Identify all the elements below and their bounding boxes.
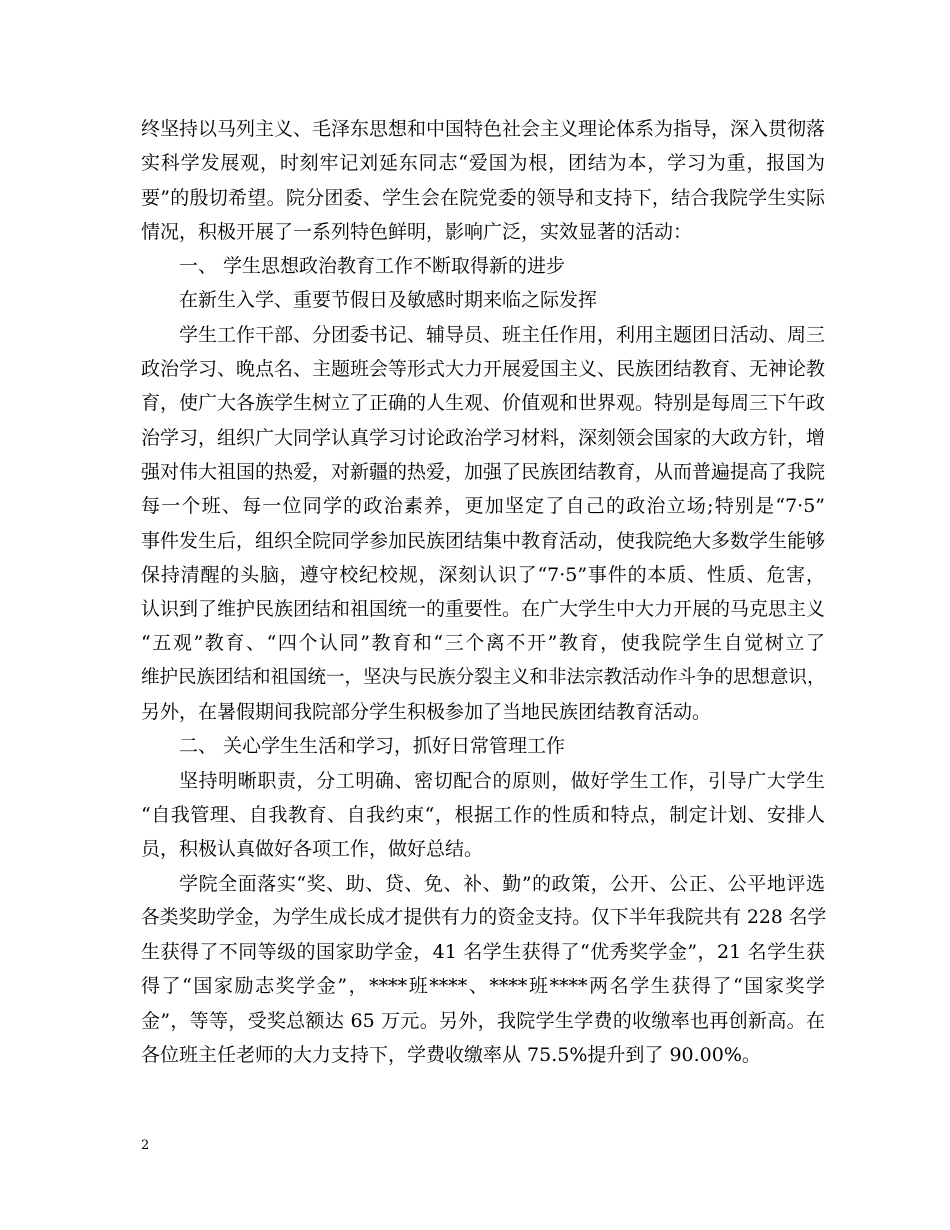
text-line: 治学习，组织广大同学认真学习讨论政治学习材料，深刻领会国家的大政方针，增	[141, 426, 826, 449]
page-number: 2	[141, 1138, 150, 1153]
text-line: 维护民族团结和祖国统一，坚决与民族分裂主义和非法宗教活动作斗争的思想意识，	[141, 666, 826, 688]
text-line: 情况，积极开展了一系列特色鲜明，影响广泛，实效显著的活动：	[141, 220, 693, 243]
text-line: 员，积极认真做好各项工作，做好总结。	[141, 838, 484, 861]
text-line: 各位班主任老师的大力支持下，学费收缴率从 75.5%提升到了 90.00%。	[141, 1044, 761, 1067]
text-line: 得了“国家励志奖学金”，****班****、****班****两名学生获得了“国家奖学	[141, 975, 825, 998]
text-line: 在新生入学、重要节假日及敏感时期来临之际发挥	[179, 289, 598, 312]
text-line: 金”，等等，受奖总额达 65 万元。另外，我院学生学费的收缴率也再创新高。在	[141, 1009, 825, 1032]
text-line: 要”的殷切希望。院分团委、学生会在院党委的领导和支持下，结合我院学生实际	[141, 186, 825, 209]
text-line: 生获得了不同等级的国家助学金，41 名学生获得了“优秀奖学金”，21 名学生获	[141, 941, 825, 964]
text-line: 保持清醒的头脑，遵守校纪校规，深刻认识了“7·5”事件的本质、性质、危害，	[141, 563, 825, 586]
text-line: 强对伟大祖国的热爱，对新疆的热爱，加强了民族团结教育，从而普遍提高了我院	[141, 460, 826, 483]
text-line: 事件发生后，组织全院同学参加民族团结集中教育活动，使我院绝大多数学生能够	[141, 529, 826, 552]
text-line: 各类奖助学金，为学生成长成才提供有力的资金支持。仅下半年我院共有 228 名学	[141, 906, 827, 928]
text-line: 实科学发展观，时刻牢记刘延东同志“爱国为根，团结为本，学习为重，报国为	[141, 152, 825, 175]
text-line: 二、 关心学生生活和学习，抓好日常管理工作	[179, 735, 566, 758]
text-line: 一、 学生思想政治教育工作不断取得新的进步	[179, 255, 566, 278]
text-line: “自我管理、自我教育、自我约束“，根据工作的性质和特点，制定计划、安排人	[141, 803, 825, 826]
text-line: 政治学习、晚点名、主题班会等形式大力开展爱国主义、民族团结教育、无神论教	[141, 358, 826, 381]
text-line: 坚持明晰职责，分工明确、密切配合的原则，做好学生工作，引导广大学生	[179, 769, 825, 792]
text-line: “五观”教育、“四个认同”教育和“三个离不开”教育，使我院学生自觉树立了	[141, 632, 825, 655]
text-line: 另外，在暑假期间我院部分学生积极参加了当地民族团结教育活动。	[141, 701, 712, 724]
text-line: 终坚持以马列主义、毛泽东思想和中国特色社会主义理论体系为指导，深入贯彻落	[141, 118, 826, 140]
document-body	[141, 112, 825, 1072]
text-line: 学院全面落实“奖、助、贷、免、补、勤”的政策，公开、公正、公平地评选	[179, 872, 825, 895]
text-line: 育，使广大各族学生树立了正确的人生观、价值观和世界观。特别是每周三下午政	[141, 392, 826, 415]
text-line: 每一个班、每一位同学的政治素养，更加坚定了自己的政治立场;特别是“7·5”	[141, 495, 825, 518]
text-line: 认识到了维护民族团结和祖国统一的重要性。在广大学生中大力开展的马克思主义	[141, 598, 826, 621]
text-line: 学生工作干部、分团委书记、辅导员、班主任作用，利用主题团日活动、周三	[179, 323, 826, 346]
